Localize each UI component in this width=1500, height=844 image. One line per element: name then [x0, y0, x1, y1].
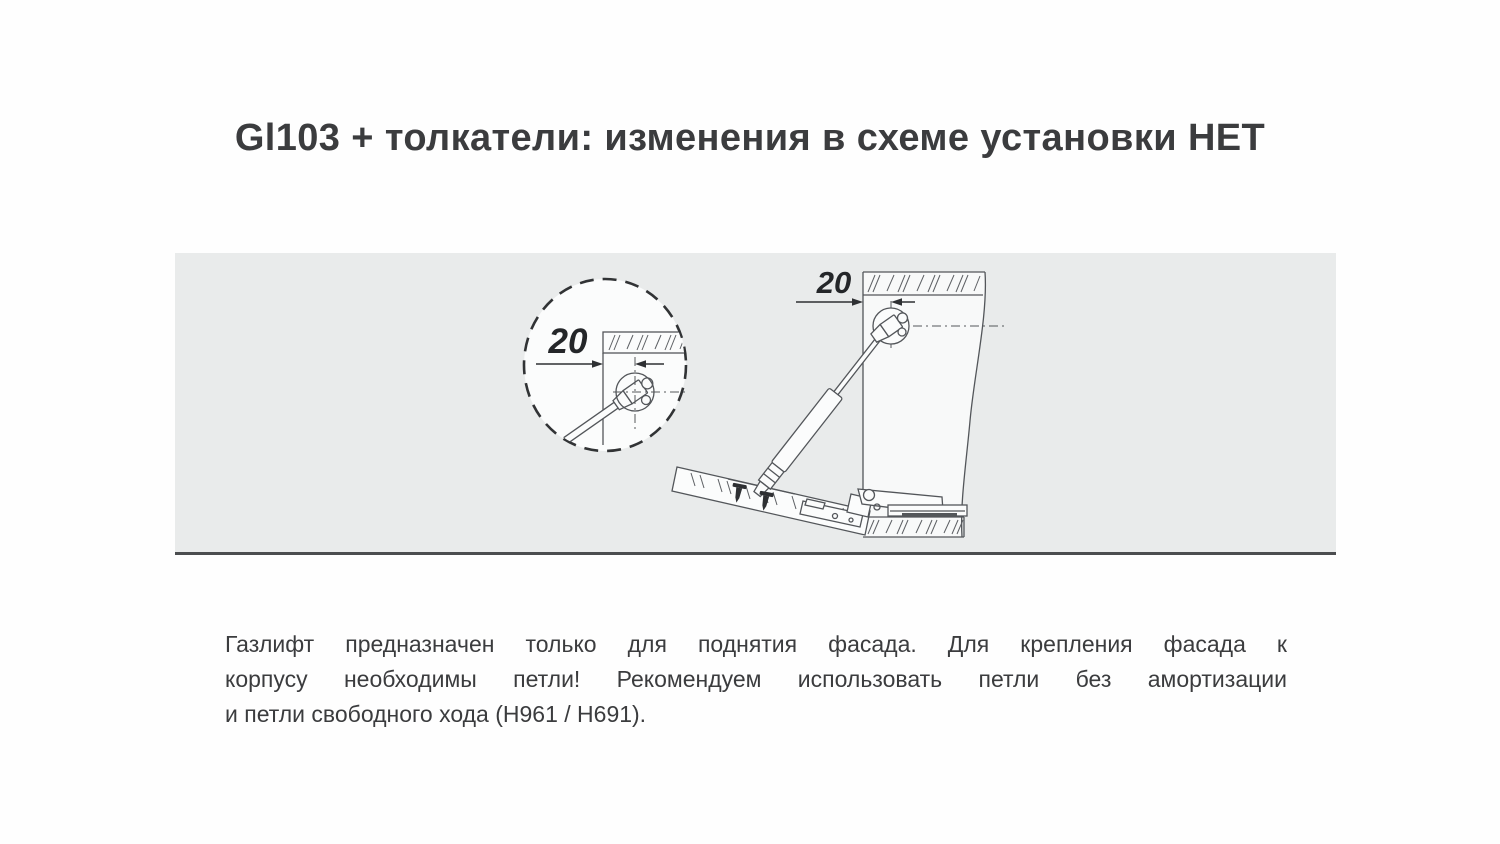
paragraph-line: и петли свободного хода (H961 / H691).: [225, 701, 647, 727]
paragraph-line: Газлифт предназначен только для поднятия фасада. Для крепления фасада к: [225, 631, 1287, 657]
detail-callout: [524, 279, 691, 451]
main-dimension-label: 20: [816, 265, 852, 300]
installation-diagram: [175, 253, 1336, 552]
diagram-panel: [175, 253, 1336, 555]
body-paragraph: [225, 627, 1287, 732]
paragraph-line: корпусу необходимы петли! Рекомендуем использовать петли без амортизации: [225, 666, 1287, 692]
detail-dimension-label: 20: [548, 322, 588, 361]
page-title: Gl103 + толкатели: изменения в схеме установки НЕТ: [234, 117, 1266, 159]
